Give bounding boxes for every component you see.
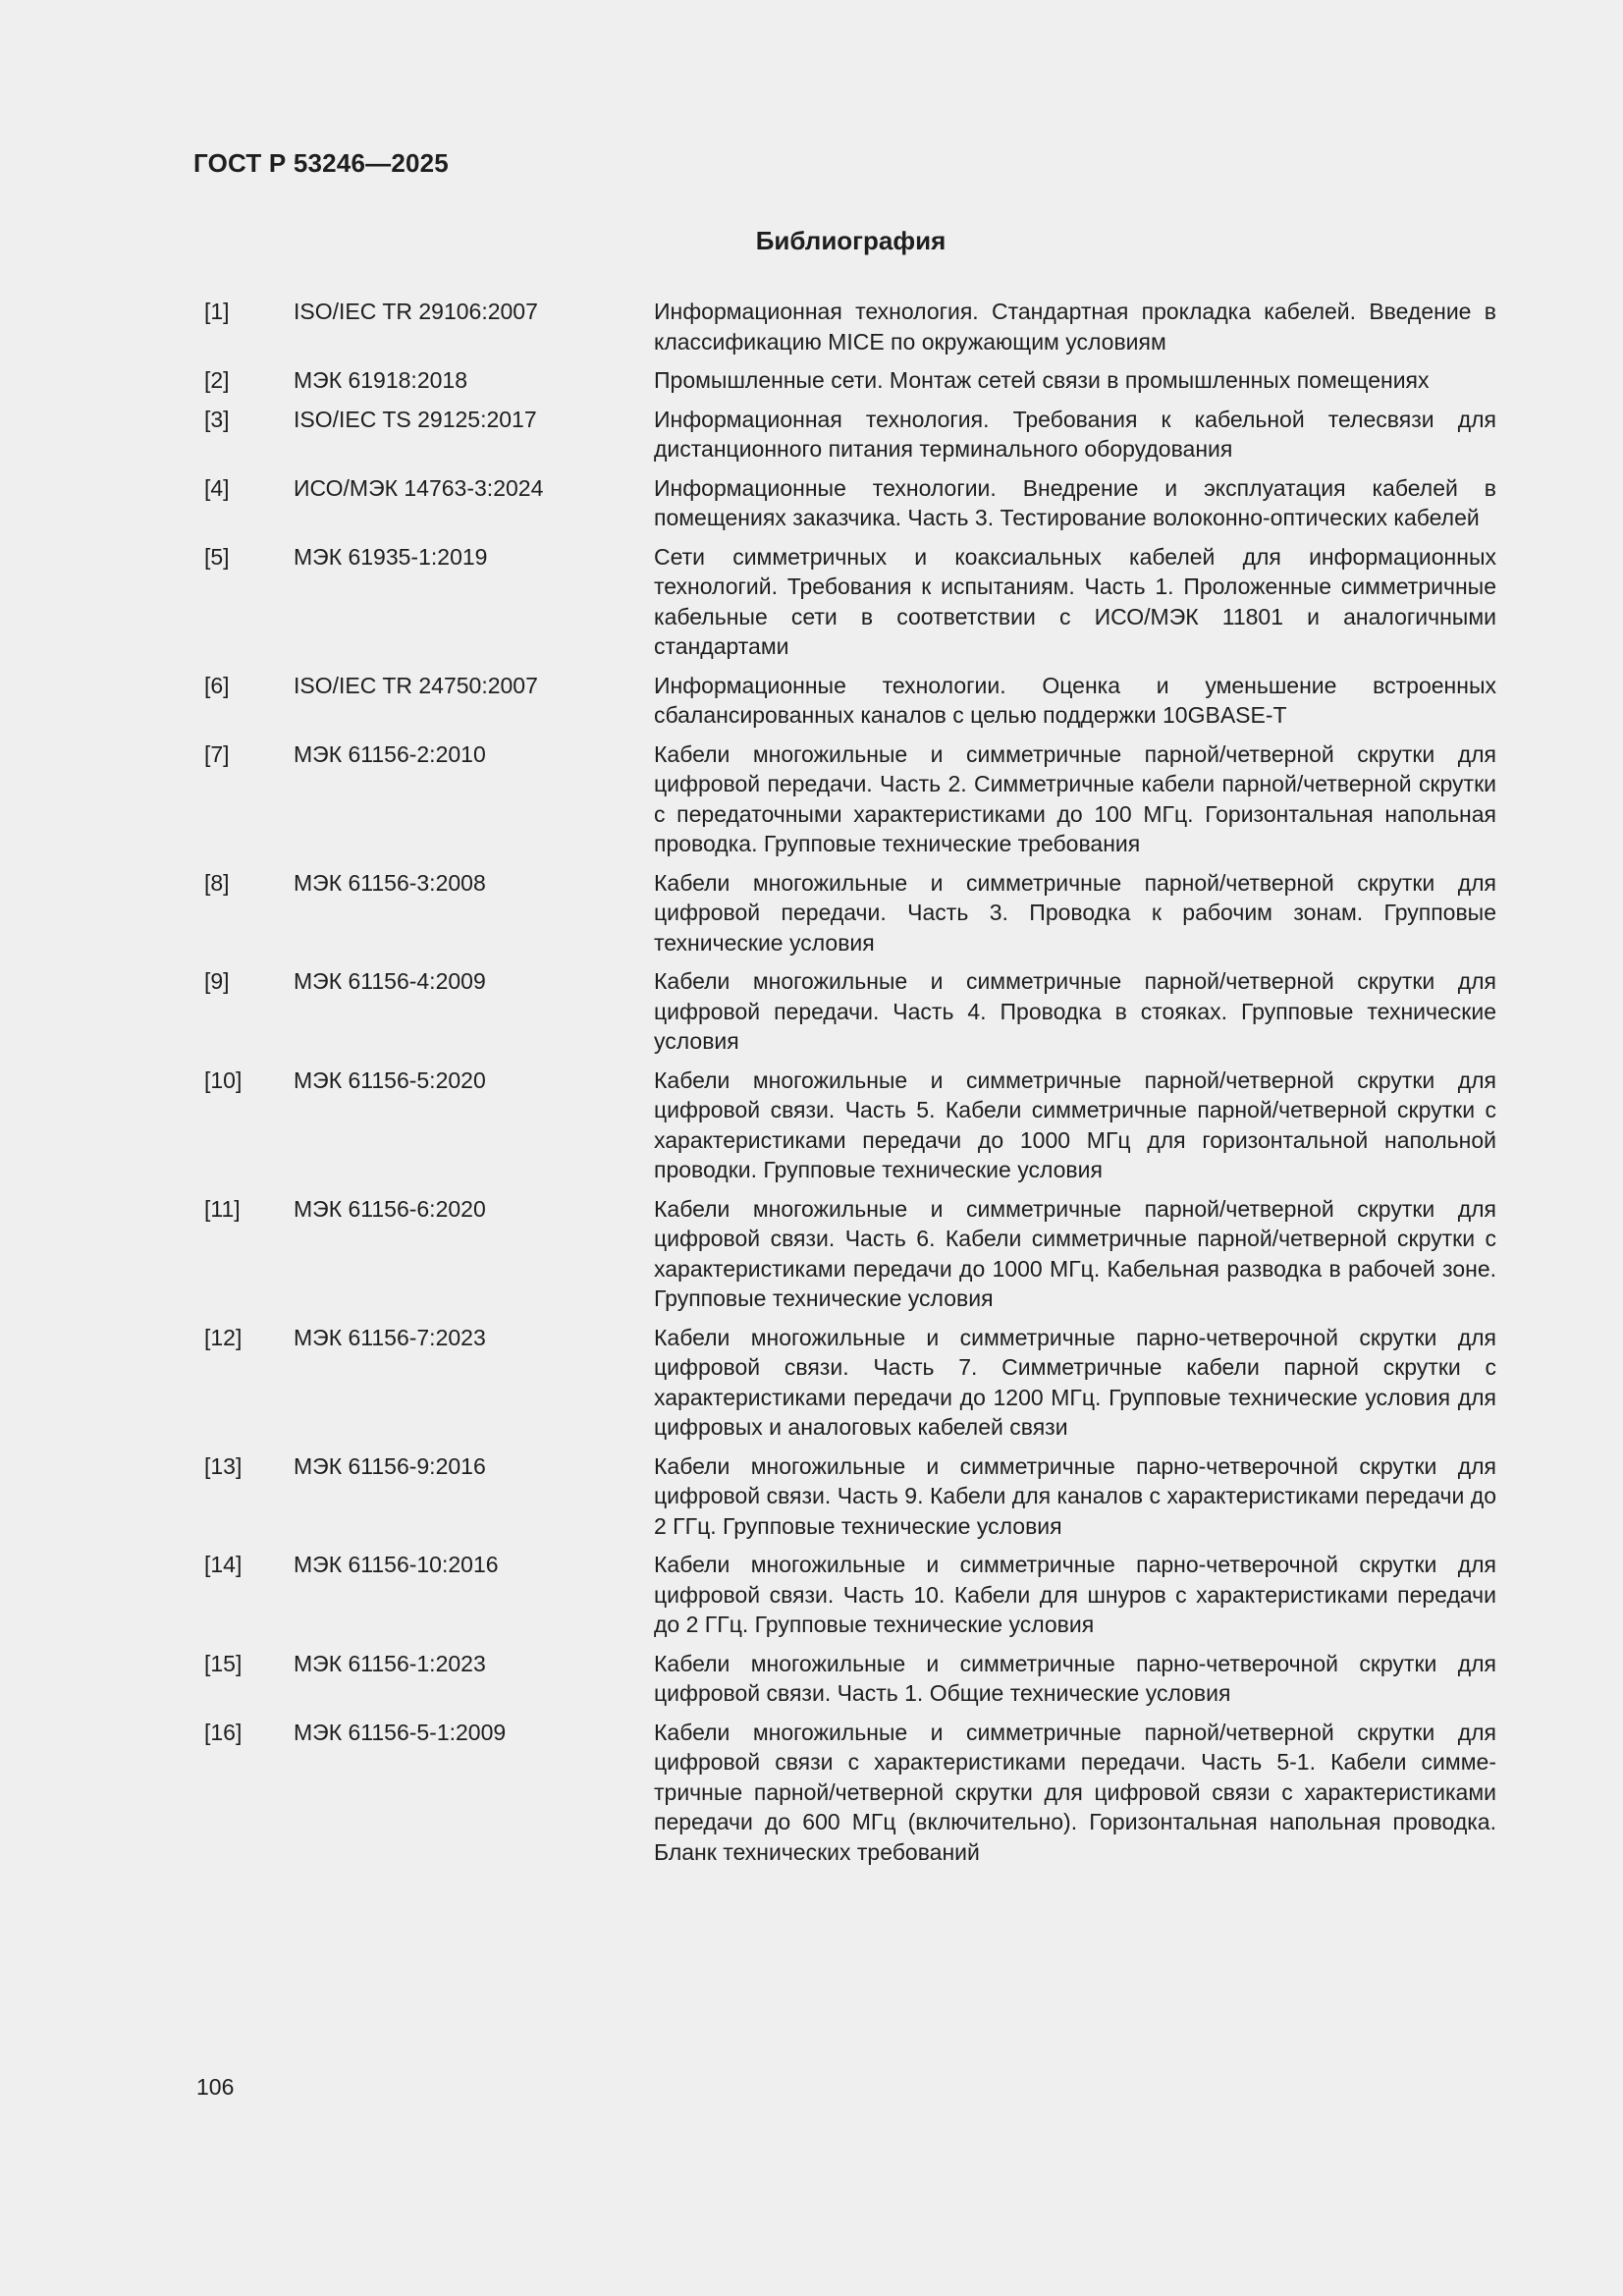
bibliography-entry bbox=[204, 542, 1496, 662]
entry-title: Кабели многожильные и симметричные парно-четверочной скрутки для цифровой связи. Часть 9. Кабели для каналов с характеристиками передачи до 2 ГГц. Групповые технические условия bbox=[654, 1452, 1496, 1539]
entry-title: Кабели многожильные и симметричные парно-четверочной скрутки для цифровой связи. Часть 7. Симметричные кабели парной скрутки с характеристиками передачи до 1200 МГц. Групповые технические условия для цифровых и аналоговых кабелей связи bbox=[654, 1324, 1496, 1440]
entry-title: Информационная технология. Стандартная прокладка кабелей. Введение в классификацию MICE по окружающим условиям bbox=[654, 299, 1496, 355]
entry-standard-code: МЭК 61935-1:2019 bbox=[294, 543, 488, 570]
entry-title: Кабели многожильные и симметричные парной/четверной скрутки для цифровой передачи. Часть 2. Симметричные кабели парной/четверной скрутки с передаточными характеристиками до 100 МГц. Горизонтальная напольная проводка. Групповые технические требования bbox=[654, 740, 1496, 856]
entry-number: [1] bbox=[204, 299, 230, 324]
entry-number: [15] bbox=[204, 1650, 243, 1676]
bibliography-title: Библиография bbox=[755, 226, 947, 255]
entry-title: Информационные технологии. Оценка и уменьшение встроенных сбалансированных каналов с целью поддержки 10GBASE-T bbox=[654, 672, 1496, 728]
entry-standard-code: МЭК 61156-4:2009 bbox=[294, 968, 486, 994]
bibliography-entry bbox=[204, 1066, 1496, 1185]
entry-title: Кабели многожильные и симметричные парно-четверочной скрутки для цифровой связи. Часть 1. Общие технические условия bbox=[654, 1650, 1496, 1706]
bibliography-entry bbox=[204, 473, 1496, 533]
bibliography-entry bbox=[204, 966, 1496, 1057]
entry-title: Кабели многожильные и симметричные парной/четверной скрутки для цифровой связи. Часть 6. Кабели симметричные парной/четверной скрутки с характеристиками передачи до 1000 МГц. Кабельная разводка в рабочей зоне. Групповые технические условия bbox=[654, 1195, 1496, 1311]
bibliography-entry bbox=[204, 1194, 1496, 1314]
entry-title: Кабели многожильные и симметричные парной/четверной скрутки для цифровой связи с характеристиками передачи. Часть 5-1. Кабели симметричные парной/четверной скрутки для цифровой связи с характеристиками передачи до 600 МГц (включительно). Горизонтальная напольная проводка. Бланк технических требований bbox=[654, 1719, 1496, 1865]
entry-number: [3] bbox=[204, 406, 230, 432]
bibliography-entry bbox=[204, 405, 1496, 465]
entry-standard-code: МЭК 61156-1:2023 bbox=[294, 1650, 486, 1676]
entry-title: Кабели многожильные и симметричные парно-четверочной скрутки для цифровой связи. Часть 10. Кабели для шнуров с характеристиками передачи до 2 ГГц. Групповые технические условия bbox=[654, 1552, 1496, 1637]
entry-standard-code: МЭК 61918:2018 bbox=[294, 367, 467, 393]
bibliography-list bbox=[204, 297, 1496, 1876]
entry-number: [10] bbox=[204, 1066, 243, 1093]
page-number: 106 bbox=[196, 2074, 235, 2100]
entry-number: [6] bbox=[204, 672, 230, 698]
entry-standard-code: МЭК 61156-5:2020 bbox=[294, 1066, 486, 1093]
bibliography-entry bbox=[204, 868, 1496, 958]
entry-standard-code: ISO/IEC TS 29125:2017 bbox=[294, 406, 537, 432]
bibliography-entry bbox=[204, 1649, 1496, 1709]
bibliography-entry bbox=[204, 1451, 1496, 1542]
entry-standard-code: МЭК 61156-2:2010 bbox=[294, 740, 486, 767]
entry-standard-code: ISO/IEC TR 29106:2007 bbox=[294, 299, 538, 324]
bibliography-entry bbox=[204, 739, 1496, 859]
bibliography-entry bbox=[204, 1323, 1496, 1443]
entry-title: Кабели многожильные и симметричные парной/четверной скрутки для цифровой связи. Часть 5. Кабели симметричные парной/четверной скрутки с характеристиками передачи до 1000 МГц для горизонтальной напольной проводки. Групповые технические условия bbox=[654, 1066, 1496, 1182]
entry-standard-code: ИСО/МЭК 14763-3:2024 bbox=[294, 474, 544, 501]
entry-number: [11] bbox=[204, 1195, 241, 1222]
entry-title: Сети симметричных и коаксиальных кабелей для информационных технологий. Требования к испытаниям. Часть 1. Проложенные симметричные кабельные сети в соответствии с ИСО/МЭК 11801 и аналогичными стандартами bbox=[654, 543, 1496, 659]
bibliography-entry bbox=[204, 365, 1496, 396]
entry-standard-code: ISO/IEC TR 24750:2007 bbox=[294, 672, 538, 698]
entry-number: [13] bbox=[204, 1452, 243, 1479]
entry-title: Информационная технология. Требования к кабельной телесвязи для дистанционного питания терминального оборудования bbox=[654, 406, 1496, 462]
document-code-header: ГОСТ Р 53246—2025 bbox=[193, 148, 449, 178]
bibliography-entry bbox=[204, 671, 1496, 731]
entry-number: [7] bbox=[204, 740, 230, 767]
entry-standard-code: МЭК 61156-5-1:2009 bbox=[294, 1719, 507, 1745]
entry-standard-code: МЭК 61156-7:2023 bbox=[294, 1324, 486, 1350]
entry-number: [12] bbox=[204, 1324, 243, 1350]
entry-number: [14] bbox=[204, 1552, 243, 1577]
entry-standard-code: МЭК 61156-10:2016 bbox=[294, 1552, 499, 1577]
entry-title: Информационные технологии. Внедрение и эксплуатация кабелей в помещениях заказчика. Часть 3. Тестирование волоконно-оптических кабелей bbox=[654, 474, 1496, 530]
entry-number: [5] bbox=[204, 543, 230, 570]
entry-number: [9] bbox=[204, 968, 230, 994]
bibliography-entry bbox=[204, 1550, 1496, 1640]
entry-title: Кабели многожильные и симметричные парной/четверной скрутки для цифровой передачи. Часть 3. Проводка к рабочим зонам. Групповые технические условия bbox=[654, 869, 1496, 956]
entry-standard-code: МЭК 61156-6:2020 bbox=[294, 1195, 486, 1222]
entry-number: [2] bbox=[204, 367, 230, 393]
entry-number: [16] bbox=[204, 1719, 243, 1745]
entry-number: [8] bbox=[204, 869, 230, 896]
entry-title: Кабели многожильные и симметричные парной/четверной скрутки для цифровой передачи. Часть 4. Проводка в стояках. Групповые технические условия bbox=[654, 968, 1496, 1054]
entry-standard-code: МЭК 61156-3:2008 bbox=[294, 869, 486, 896]
entry-number: [4] bbox=[204, 474, 230, 501]
entry-title: Промышленные сети. Монтаж сетей связи в промышленных помещениях bbox=[654, 367, 1430, 393]
bibliography-entry bbox=[204, 1718, 1496, 1868]
bibliography-entry bbox=[204, 297, 1496, 356]
entry-standard-code: МЭК 61156-9:2016 bbox=[294, 1452, 486, 1479]
